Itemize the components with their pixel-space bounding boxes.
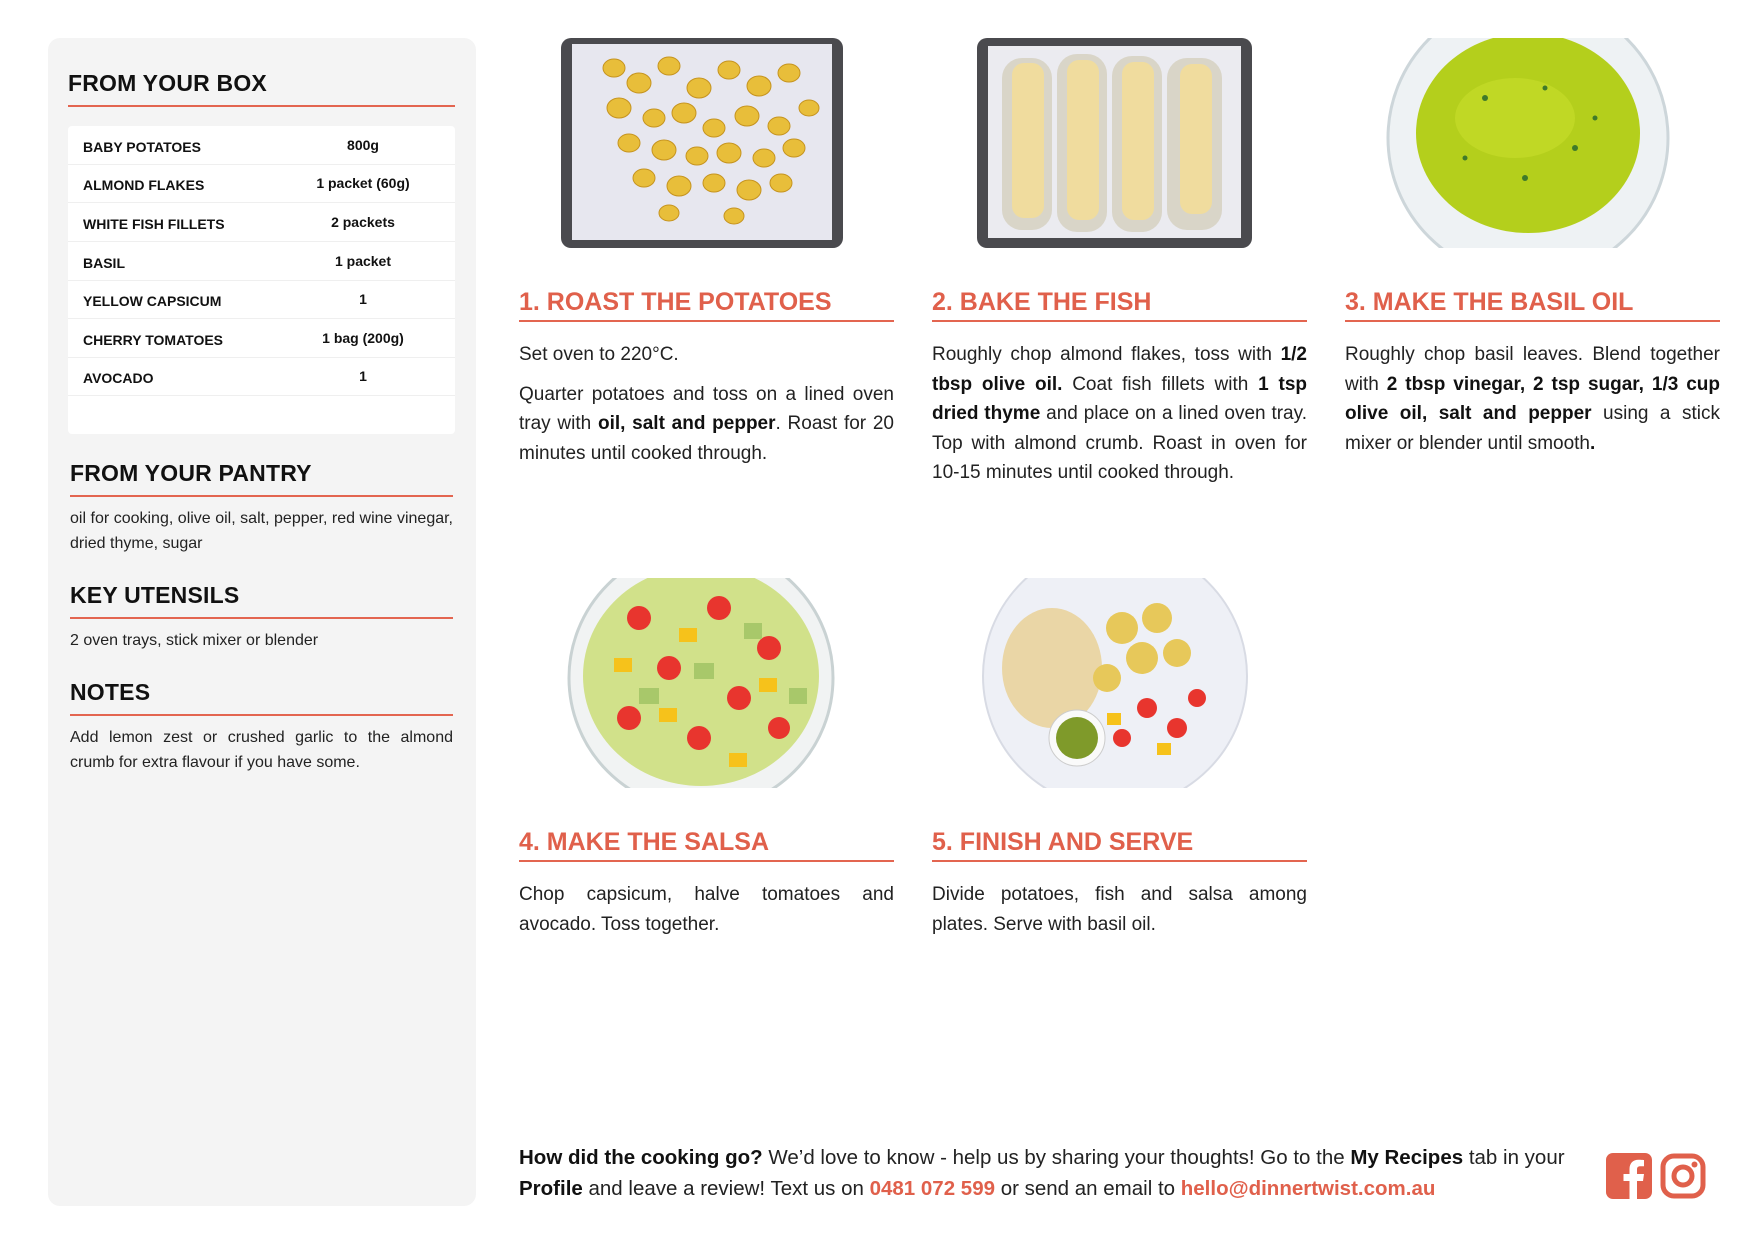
ingredient-qty: 1 bag (200g) — [322, 330, 404, 346]
from-your-box-section — [68, 70, 455, 107]
step-4-title: 4. MAKE THE SALSA — [519, 828, 770, 856]
divider — [1345, 320, 1720, 322]
divider — [932, 860, 1307, 862]
email-link[interactable]: hello@dinnertwist.com.au — [1180, 1177, 1436, 1200]
divider — [519, 320, 894, 322]
step-2-paragraph: Roughly chop almond flakes, toss with 1/2 tbsp olive oil. Coat fish fillets with 1 tsp dried thyme and place on a lined oven tray. Top with almond crumb. Roast in oven for 10-15 minutes until cooked through. — [932, 344, 1307, 483]
step-4-paragraph: Chop capsicum, halve tomatoes and avocado. Toss together. — [519, 884, 894, 935]
step-5-instructions — [932, 880, 1307, 949]
ingredient-table — [68, 126, 455, 434]
step-2-instructions — [932, 340, 1307, 498]
step-3-title: 3. MAKE THE BASIL OIL — [1345, 288, 1634, 316]
profile-label: Profile — [519, 1177, 583, 1200]
notes-title: NOTES — [70, 679, 151, 705]
plated-dish-photo — [932, 578, 1307, 788]
from-your-pantry-title: FROM YOUR PANTRY — [70, 460, 312, 486]
from-your-box-title: FROM YOUR BOX — [68, 70, 267, 96]
notes-text: Add lemon zest or crushed garlic to the almond crumb for extra flavour if you have some. — [70, 729, 453, 771]
step-1-paragraph: Quarter potatoes and toss on a lined oven tray with oil, salt and pepper. Roast for 20 minutes until cooked through. — [519, 383, 894, 464]
ingredients-sidebar — [48, 38, 476, 1206]
instagram-icon[interactable] — [1660, 1153, 1706, 1199]
step-4-instructions — [519, 880, 894, 949]
ingredient-row — [68, 280, 455, 319]
step-5-paragraph: Divide potatoes, fish and salsa among plates. Serve with basil oil. — [932, 884, 1307, 935]
ingredient-name: BASIL — [83, 255, 125, 271]
ingredient-qty: 1 — [359, 291, 367, 307]
step-1-instructions — [519, 340, 894, 478]
ingredient-row — [68, 126, 455, 165]
ingredient-name: YELLOW CAPSICUM — [83, 293, 222, 309]
step-5-title: 5. FINISH AND SERVE — [932, 828, 1194, 856]
ingredient-qty: 2 packets — [331, 214, 395, 230]
feedback-question: How did the cooking go? — [519, 1146, 763, 1169]
step-1-title: 1. ROAST THE POTATOES — [519, 288, 832, 316]
ingredient-qty: 1 — [359, 368, 367, 384]
key-utensils-section — [70, 582, 453, 653]
divider — [70, 714, 453, 716]
ingredient-row — [68, 203, 455, 242]
step-1-paragraph: Set oven to 220°C. — [519, 344, 679, 365]
ingredient-name: BABY POTATOES — [83, 139, 201, 155]
ingredient-row — [68, 319, 455, 358]
ingredient-row — [68, 242, 455, 281]
step-3-paragraph: Roughly chop basil leaves. Blend together with 2 tbsp vinegar, 2 tsp sugar, 1/3 cup olive oil, salt and pepper using a stick mixer or blender until smooth. — [1345, 344, 1720, 454]
pantry-list: oil for cooking, olive oil, salt, pepper, red wine vinegar, dried thyme, sugar — [70, 510, 453, 552]
ingredient-row — [68, 357, 455, 396]
ingredient-qty: 800g — [347, 137, 379, 153]
step-2-title: 2. BAKE THE FISH — [932, 288, 1152, 316]
key-utensils-title: KEY UTENSILS — [70, 582, 240, 608]
from-your-pantry-section — [70, 460, 453, 556]
roasted-potatoes-tray-photo — [519, 38, 894, 248]
divider — [68, 105, 455, 107]
utensils-list: 2 oven trays, stick mixer or blender — [70, 632, 319, 649]
baked-fish-tray-photo — [932, 38, 1307, 248]
divider — [932, 320, 1307, 322]
phone-number-link[interactable]: 0481 072 599 — [869, 1177, 995, 1200]
ingredient-name: AVOCADO — [83, 370, 154, 386]
ingredient-name: CHERRY TOMATOES — [83, 332, 224, 348]
my-recipes-label: My Recipes — [1350, 1146, 1464, 1169]
ingredient-qty: 1 packet (60g) — [316, 175, 410, 191]
divider — [70, 617, 453, 619]
basil-oil-bowl-photo — [1345, 38, 1720, 248]
feedback-footer: How did the cooking go? We’d love to know - help us by sharing your thoughts! Go to the My Recipes tab in your Profile and leave a review! Text us on 0481 072 599 or send an email to hello@dinnertwist.com.au — [519, 1146, 1565, 1200]
notes-section — [70, 679, 453, 775]
divider — [70, 495, 453, 497]
step-3-instructions — [1345, 340, 1720, 468]
salsa-bowl-photo — [519, 578, 894, 788]
ingredient-name: ALMOND FLAKES — [83, 177, 205, 193]
divider — [519, 860, 894, 862]
ingredient-row — [68, 164, 455, 203]
ingredient-qty: 1 packet — [334, 253, 392, 269]
ingredient-name: WHITE FISH FILLETS — [83, 216, 225, 232]
facebook-icon[interactable] — [1606, 1153, 1652, 1199]
